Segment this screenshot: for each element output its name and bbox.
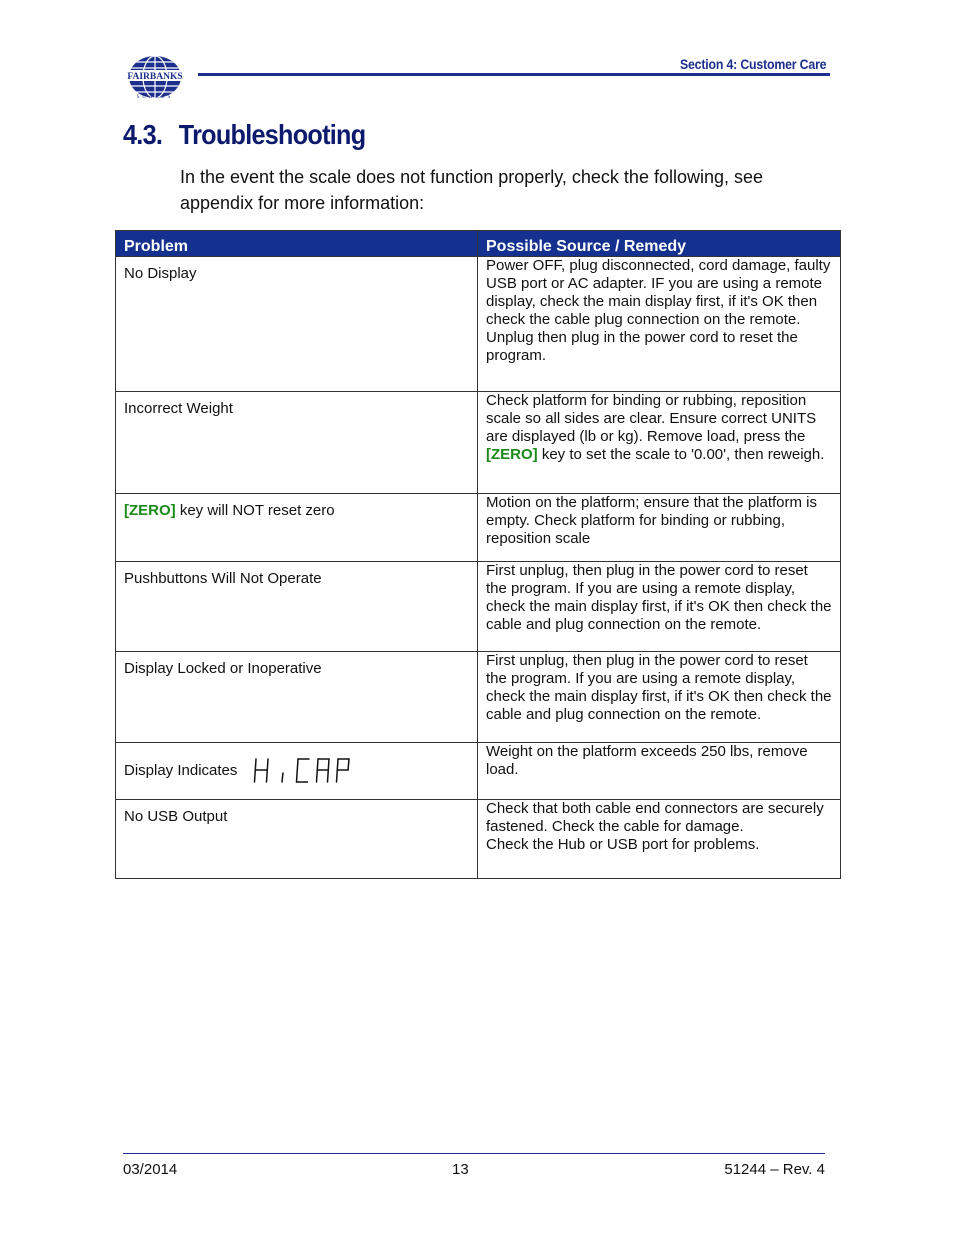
problem-text: key will NOT reset zero bbox=[175, 502, 335, 519]
problem-cell: Incorrect Weight bbox=[116, 392, 478, 494]
svg-text:FAIRBANKS: FAIRBANKS bbox=[127, 72, 183, 82]
table-row bbox=[116, 257, 841, 392]
remedy-line: Power OFF, plug disconnected, cord damage, faulty USB port or AC adapter. IF you are using a remote display, check the main display first, if it's OK then check the cable plug connection on the remote. bbox=[486, 257, 831, 328]
heading-number: 4.3. bbox=[123, 119, 163, 150]
column-header-remedy: Possible Source / Remedy bbox=[478, 231, 841, 257]
table-row bbox=[116, 494, 841, 562]
remedy-cell bbox=[478, 257, 841, 392]
problem-cell: Display Locked or Inoperative bbox=[116, 652, 478, 743]
section-title: Section 4: Customer Care bbox=[679, 56, 826, 72]
column-header-problem: Problem bbox=[116, 231, 478, 257]
fairbanks-logo bbox=[120, 54, 190, 100]
remedy-cell: Motion on the platform; ensure that the platform is empty. Check platform for binding or rubbing, reposition scale bbox=[478, 494, 841, 562]
table-row bbox=[116, 743, 841, 800]
page-heading bbox=[123, 119, 365, 151]
troubleshooting-table bbox=[115, 230, 841, 879]
table-row bbox=[116, 392, 841, 494]
zero-key-label: [ZERO] bbox=[486, 446, 538, 463]
footer-date: 03/2014 bbox=[123, 1161, 178, 1178]
remedy-cell bbox=[478, 800, 841, 879]
table-row bbox=[116, 800, 841, 879]
table-row bbox=[116, 652, 841, 743]
header-rule bbox=[198, 73, 830, 76]
svg-text:SCALES: SCALES bbox=[136, 95, 174, 100]
remedy-text: key to set the scale to '0.00', then reweigh. bbox=[537, 446, 825, 463]
problem-cell: Pushbuttons Will Not Operate bbox=[116, 562, 478, 652]
intro-paragraph: In the event the scale does not function properly, check the following, see appendix for more information: bbox=[180, 167, 764, 213]
remedy-text: Check platform for binding or rubbing, reposition scale so all sides are clear. Ensure correct UNITS are displayed (lb or kg). Remove load, press the bbox=[486, 392, 817, 445]
remedy-line: Check the Hub or USB port for problems. bbox=[486, 836, 760, 853]
problem-cell bbox=[116, 494, 478, 562]
problem-text: Display Indicates bbox=[124, 761, 238, 779]
footer-page-number: 13 bbox=[452, 1161, 469, 1178]
hicap-display-icon bbox=[252, 756, 356, 786]
problem-cell bbox=[116, 743, 478, 800]
remedy-cell: First unplug, then plug in the power cord to reset the program. If you are using a remote display, check the main display first, if it's OK then check the cable and plug connection on the remote. bbox=[478, 562, 841, 652]
remedy-line: Check that both cable end connectors are securely fastened. Check the cable for damage. bbox=[486, 800, 824, 835]
footer-doc-number: 51244 – Rev. 4 bbox=[724, 1161, 825, 1178]
problem-cell: No Display bbox=[116, 257, 478, 392]
table-header-row bbox=[116, 231, 841, 257]
footer-rule bbox=[123, 1153, 825, 1154]
heading-title: Troubleshooting bbox=[178, 119, 366, 150]
remedy-cell bbox=[478, 392, 841, 494]
remedy-line: Unplug then plug in the power cord to reset the program. bbox=[486, 329, 798, 364]
zero-key-label: [ZERO] bbox=[124, 502, 176, 519]
remedy-cell: First unplug, then plug in the power cord to reset the program. If you are using a remote display, check the main display first, if it's OK then check the cable and plug connection on the remote. bbox=[478, 652, 841, 743]
problem-cell: No USB Output bbox=[116, 800, 478, 879]
table-row bbox=[116, 562, 841, 652]
remedy-cell: Weight on the platform exceeds 250 lbs, remove load. bbox=[478, 743, 841, 800]
